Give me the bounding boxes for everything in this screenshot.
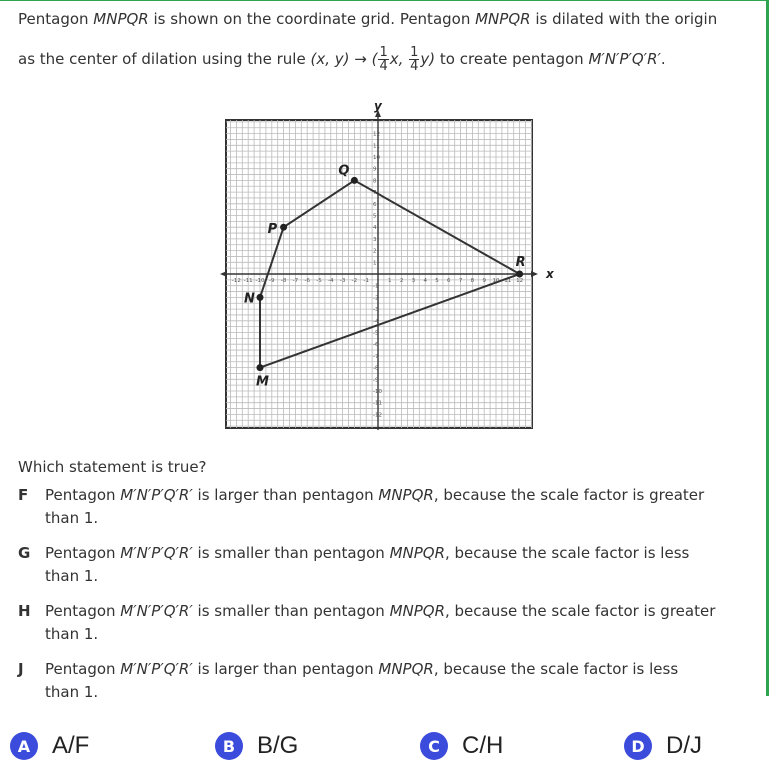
prompt-text: Pentagon: [18, 10, 94, 28]
vertex-q: [351, 177, 358, 184]
answer-badge: C: [420, 732, 448, 760]
option-text: [45, 484, 767, 530]
option-letter: J: [18, 660, 24, 678]
fraction-numerator: 1: [379, 45, 388, 60]
x-tick-label: -9: [269, 278, 275, 284]
option-text-part: , because the scale factor is less: [445, 544, 690, 562]
image-shape-name: M′N′P′Q′R′: [588, 50, 661, 68]
answer-badge: A: [10, 732, 38, 760]
option-text-part: is larger than pentagon: [192, 486, 379, 504]
x-tick-label: 5: [435, 278, 439, 284]
x-tick-label: 7: [458, 278, 463, 284]
y-tick-label: -2: [373, 295, 379, 302]
x-tick-label: 1: [388, 278, 392, 284]
shape-name: MNPQR: [93, 10, 149, 28]
y-tick-label: -8: [373, 365, 379, 372]
option-line-1: [45, 542, 767, 565]
answer-choices: [0, 728, 781, 768]
y-tick-label: -1: [373, 283, 379, 290]
answer-label: C/H: [462, 732, 504, 759]
x-axis-label: x: [546, 267, 554, 281]
x-tick-label: -4: [328, 278, 334, 284]
prompt-text: to create pentagon: [435, 50, 589, 68]
option-text-part: Pentagon: [45, 544, 121, 562]
y-tick-label: -11: [373, 400, 382, 407]
y-tick-label: 8: [373, 178, 377, 185]
answer-b[interactable]: [215, 728, 298, 764]
prompt-line-2: [18, 46, 666, 73]
shape-name: MNPQR: [389, 544, 445, 562]
x-tick-label: -6: [304, 278, 310, 284]
shape-name: MNPQR: [475, 10, 531, 28]
image-shape-name: M′N′P′Q′R′: [120, 544, 193, 562]
option-line-2: than 1.: [45, 509, 99, 527]
option-text-part: , because the scale factor is greater: [445, 602, 716, 620]
y-tick-label: 7: [373, 190, 377, 197]
vertex-p: [280, 224, 287, 231]
option-text: [45, 542, 767, 588]
vertex-label-m: M: [256, 374, 269, 390]
vertex-label-r: R: [515, 255, 526, 270]
x-tick-label: -3: [339, 278, 346, 284]
option-text-part: is smaller than pentagon: [192, 544, 390, 562]
dilation-rule: y): [420, 50, 436, 68]
x-axis-arrow: [531, 271, 538, 277]
answer-d[interactable]: [624, 728, 702, 764]
answer-badge: D: [624, 732, 652, 760]
option-line-1: [45, 600, 767, 623]
vertex-label-q: Q: [338, 163, 350, 179]
option-line-2: than 1.: [45, 567, 99, 585]
answer-c[interactable]: [420, 728, 503, 764]
x-tick-label: 8: [470, 278, 475, 284]
y-tick-label: -4: [373, 318, 379, 325]
dilation-rule: (x, y) → (: [310, 50, 378, 68]
vertex-label-n: N: [244, 291, 255, 307]
prompt-text: as the center of dilation using the rule: [18, 50, 311, 68]
option-text-part: Pentagon: [45, 660, 121, 678]
y-tick-label: 11: [373, 143, 380, 150]
y-tick-label: -12: [373, 412, 382, 419]
x-tick-label: -12: [231, 278, 241, 284]
shape-name: MNPQR: [378, 660, 434, 678]
prompt-text: .: [660, 50, 666, 68]
x-tick-label: 11: [504, 278, 512, 284]
option-text-part: is smaller than pentagon: [192, 602, 390, 620]
x-tick-label: 10: [492, 278, 500, 284]
y-tick-label: 10: [373, 155, 380, 161]
vertex-n: [257, 294, 264, 301]
fraction-denominator: 4: [379, 59, 388, 74]
option-letter: H: [18, 602, 31, 620]
option-text-part: Pentagon: [45, 602, 121, 620]
option-text-part: is larger than pentagon: [192, 660, 379, 678]
shape-name: MNPQR: [389, 602, 445, 620]
y-tick-label: 5: [373, 213, 377, 220]
answer-label: B/G: [257, 732, 299, 759]
x-tick-label: 6: [447, 278, 451, 284]
panel-top-border: [0, 0, 766, 1]
answer-badge: B: [215, 732, 243, 760]
option-line-2: than 1.: [45, 625, 99, 643]
image-shape-name: M′N′P′Q′R′: [120, 486, 193, 504]
option-line-1: [45, 484, 767, 507]
y-tick-label: 9: [373, 166, 377, 173]
y-tick-label: -9: [373, 377, 379, 384]
x-tick-label: -5: [316, 278, 322, 284]
vertex-label-p: P: [267, 222, 278, 238]
y-tick-label: 12: [373, 131, 380, 138]
option-text-part: , because the scale factor is greater: [433, 486, 705, 504]
question-text: Which statement is true?: [18, 458, 207, 476]
option-line-1: [45, 658, 767, 681]
x-tick-label: -8: [280, 278, 287, 284]
x-tick-label: -10: [255, 278, 265, 284]
option-letter: F: [18, 486, 29, 504]
x-tick-label: 4: [423, 278, 427, 284]
image-shape-name: M′N′P′Q′R′: [120, 602, 193, 620]
x-tick-label: 9: [482, 278, 486, 284]
x-tick-label: 3: [411, 278, 416, 284]
fraction-numerator: 1: [410, 45, 419, 60]
fraction-one-fourth: [378, 46, 388, 73]
answer-label: D/J: [666, 732, 702, 759]
vertex-r: [516, 271, 523, 278]
shape-name: MNPQR: [378, 486, 434, 504]
y-tick-label: 4: [373, 225, 377, 232]
option-text: [45, 600, 767, 646]
y-tick-label: -6: [373, 342, 379, 349]
y-tick-label: -5: [373, 330, 379, 337]
y-tick-label: -7: [373, 353, 379, 360]
x-tick-label: -11: [243, 278, 253, 284]
y-tick-label: 2: [373, 248, 377, 255]
option-letter: G: [18, 544, 31, 562]
y-tick-label: -3: [373, 307, 379, 314]
y-tick-label: 1: [373, 260, 377, 267]
fraction-denominator: 4: [410, 59, 419, 74]
y-tick-label: -10: [373, 389, 382, 395]
x-axis-arrow: [220, 271, 227, 277]
x-tick-label: -7: [292, 278, 299, 284]
x-tick-label: 2: [399, 278, 404, 284]
x-tick-label: 12: [516, 278, 524, 284]
y-tick-label: 3: [373, 236, 377, 243]
image-shape-name: M′N′P′Q′R′: [120, 660, 193, 678]
option-line-2: than 1.: [45, 683, 99, 701]
coordinate-grid: [210, 100, 560, 440]
dilation-rule: x,: [389, 50, 409, 68]
fraction-one-fourth: [409, 46, 419, 73]
option-text: [45, 658, 767, 704]
prompt-text: is dilated with the origin: [530, 10, 718, 28]
x-tick-label: -2: [351, 278, 358, 284]
y-tick-label: 6: [373, 201, 377, 208]
y-axis-label: y: [374, 100, 382, 113]
option-text-part: Pentagon: [45, 486, 121, 504]
prompt-line-1: [18, 10, 717, 28]
x-tick-label: -1: [363, 278, 369, 284]
option-text-part: , because the scale factor is less: [433, 660, 679, 678]
answer-label: A/F: [52, 732, 90, 759]
answer-a[interactable]: [10, 728, 89, 764]
vertex-m: [257, 364, 264, 371]
prompt-text: is shown on the coordinate grid. Pentagon: [148, 10, 476, 28]
